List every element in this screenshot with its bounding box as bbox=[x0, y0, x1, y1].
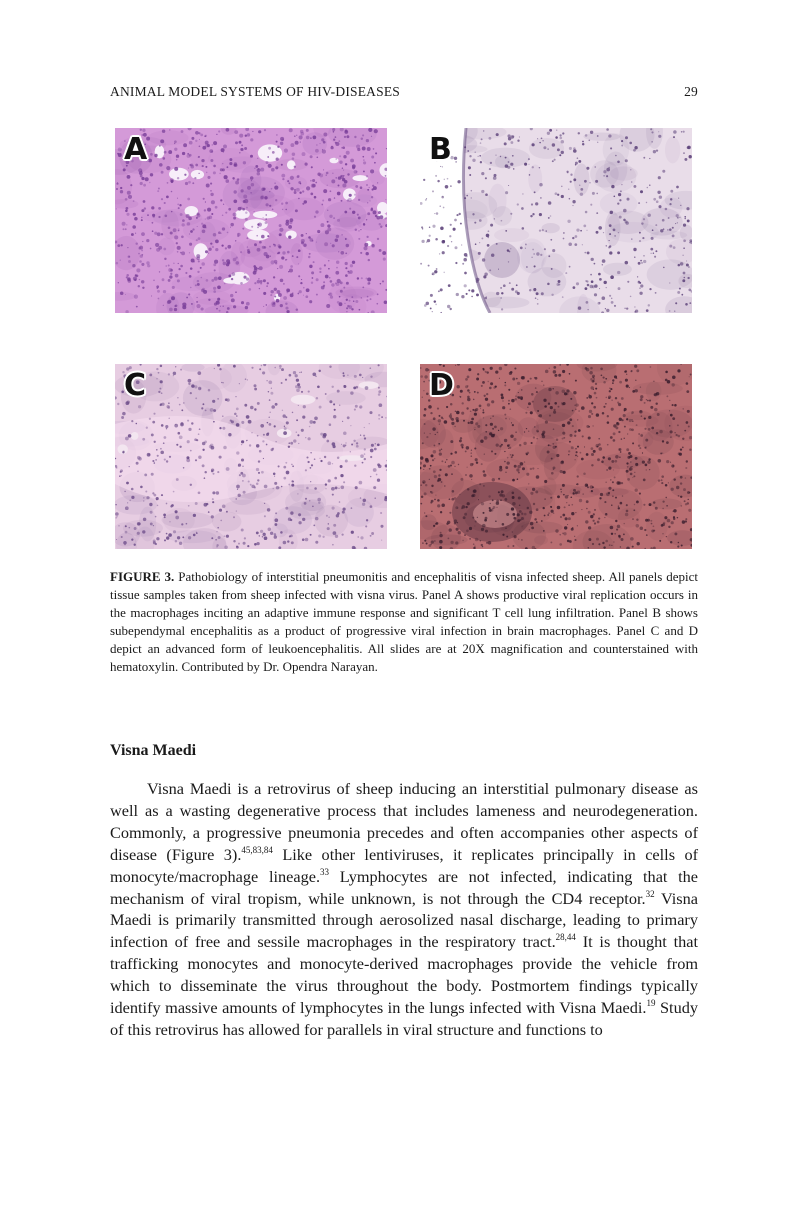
body-text-run: Lymphocytes are not infected, indicating that the mechanism of viral tropism, while unknown, is not through the CD4 receptor. bbox=[110, 866, 698, 908]
figure-caption-text: Pathobiology of interstitial pneumonitis and encephalitis of visna infected sheep. All panels depict tissue samples taken from sheep infected with visna virus. Panel A shows productive viral replication occurs in the macrophages inciting an adaptive immune response and significant T cell lung infiltration. Panel B shows subependymal encephalitis as a product of progressive viral infection in brain macrophages. Panel C and D depict an advanced form of leukoencephalitis. All slides are at 20X magnification and counterstained with hematoxylin. Contributed by Dr. Opendra Narayan. bbox=[110, 569, 699, 674]
panel-d-micrograph bbox=[420, 364, 692, 549]
citation-reference: 28,44 bbox=[555, 932, 576, 943]
section-heading: Visna Maedi bbox=[110, 742, 197, 759]
citation-reference: 45,83,84 bbox=[241, 844, 273, 855]
panel-c-micrograph bbox=[115, 364, 387, 549]
figure-panel-b bbox=[420, 128, 692, 313]
panel-b-micrograph bbox=[420, 128, 692, 313]
figure-panel-d bbox=[420, 364, 692, 549]
panel-a-micrograph bbox=[115, 128, 387, 313]
citation-reference: 32 bbox=[645, 888, 655, 899]
panel-b-letter: B bbox=[429, 132, 452, 167]
panel-d-letter: D bbox=[429, 368, 454, 403]
panel-c-letter: C bbox=[124, 368, 147, 403]
body-paragraph bbox=[110, 778, 698, 1041]
body-text-run: It is thought that trafficking monocytes and monocyte-derived macrophages provide the vehicle from which to disseminate the virus throughout the body. Postmortem findings typically identify massive amounts of lymphocytes in the lungs infected with Visna Maedi. bbox=[110, 932, 698, 1018]
body-text-run: Like other lentiviruses, it replicates principally in cells of monocyte/macrophage lineage. bbox=[110, 844, 699, 886]
citation-reference: 19 bbox=[646, 998, 656, 1009]
figure-caption-label: FIGURE 3. bbox=[110, 569, 175, 584]
page-number: 29 bbox=[684, 84, 698, 99]
figure-panel-a bbox=[115, 128, 387, 313]
figure-caption bbox=[110, 568, 698, 676]
body-text-run: Study of this retrovirus has allowed for parallels in viral structure and functions to bbox=[110, 998, 699, 1039]
panel-a-letter: A bbox=[124, 132, 148, 167]
citation-reference: 33 bbox=[320, 866, 330, 877]
running-title: ANIMAL MODEL SYSTEMS OF HIV-DISEASES bbox=[110, 84, 400, 99]
body-text-run: Visna Maedi is a retrovirus of sheep inducing an interstitial pulmonary disease as well as a wasting degenerative process that includes lameness and neurodegeneration. Commonly, a progressive pneumonia precedes and often accompanies other aspects of disease (Figure 3). bbox=[110, 779, 698, 864]
figure-panel-c bbox=[115, 364, 387, 549]
running-header bbox=[110, 84, 698, 104]
body-text-run: Visna Maedi is primarily transmitted through aerosolized nasal discharge, leading to primary infection of free and sessile macrophages in the respiratory tract. bbox=[110, 888, 698, 952]
